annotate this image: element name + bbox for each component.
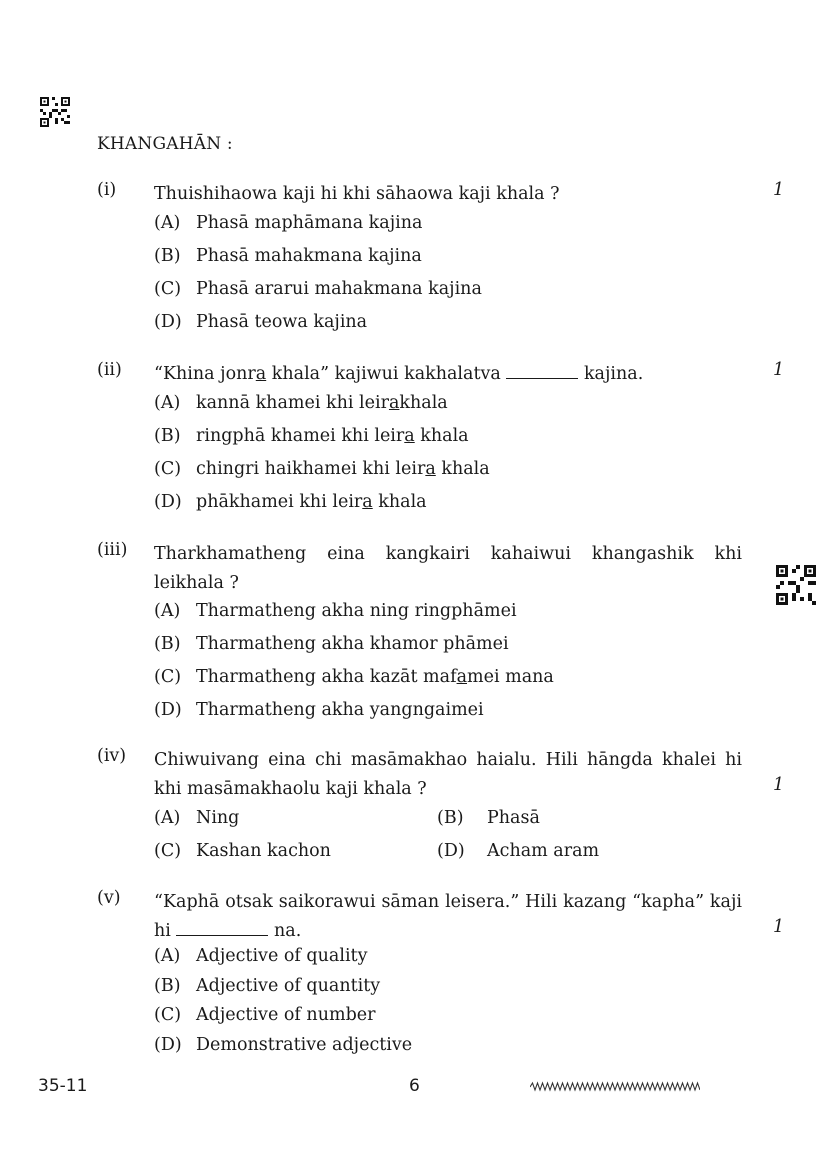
option-c: (C) Kashan kachon — [154, 841, 331, 861]
page-number: 6 — [409, 1076, 420, 1096]
option-d: (D) Tharmatheng akha yangngaimei — [154, 700, 484, 720]
question-text: Chiwuivang eina chi masāmakhao haialu. Hili hāngda khalei hi khi masāmakhaolu kaji khala ? — [154, 750, 742, 799]
option-c: (C) Tharmatheng akha kazāt mafamei mana — [154, 667, 554, 687]
answer-blank — [506, 365, 578, 379]
qr-code-icon — [776, 565, 816, 605]
option-d: (D) Acham aram — [437, 841, 600, 861]
question-number: (i) — [97, 180, 117, 200]
qr-code-icon — [40, 97, 70, 127]
question-text: “Khina jonra khala” kajiwui kakhalatva kajina. — [154, 364, 644, 384]
option-a: (A) Phasā maphāmana kajina — [154, 213, 423, 233]
marks: 1 — [773, 917, 785, 937]
question-text: Tharkhamatheng eina kangkairi kahaiwui khangashik khi leikhala ? — [154, 544, 742, 593]
option-c: (C) Phasā ararui mahakmana kajina — [154, 279, 482, 299]
marks: 1 — [773, 360, 785, 380]
option-c: (C) chingri haikhamei khi leira khala — [154, 459, 490, 479]
option-a: (A) Tharmatheng akha ning ringphāmei — [154, 601, 517, 621]
option-b: (B) Phasā mahakmana kajina — [154, 246, 422, 266]
question-number: (iii) — [97, 540, 128, 560]
wavy-line-decoration — [530, 1080, 700, 1094]
option-a: (A) Ning — [154, 808, 240, 828]
option-d: (D) Phasā teowa kajina — [154, 312, 368, 332]
marks: 1 — [773, 180, 785, 200]
question-text: “Kaphā otsak saikorawui sāman leisera.” Hili kazang “kapha” kaji hi na. — [154, 892, 742, 941]
option-b: (B) Tharmatheng akha khamor phāmei — [154, 634, 509, 654]
question-number: (ii) — [97, 360, 122, 380]
marks: 1 — [773, 775, 785, 795]
option-a: (A) Adjective of quality — [154, 946, 368, 966]
question-number: (v) — [97, 888, 121, 908]
option-b: (B) ringphā khamei khi leira khala — [154, 426, 469, 446]
question-text: Thuishihaowa kaji hi khi sāhaowa kaji khala ? — [154, 184, 560, 204]
answer-blank — [176, 922, 268, 936]
paper-code: 35-11 — [38, 1076, 88, 1096]
option-d: (D) Demonstrative adjective — [154, 1035, 413, 1055]
option-b: (B) Adjective of quantity — [154, 976, 381, 996]
option-d: (D) phākhamei khi leira khala — [154, 492, 427, 512]
option-c: (C) Adjective of number — [154, 1005, 376, 1025]
option-b: (B) Phasā — [437, 808, 540, 828]
option-a: (A) kannā khamei khi leirakhala — [154, 393, 448, 413]
section-heading: KHANGAHĀN : — [97, 134, 233, 154]
question-number: (iv) — [97, 746, 127, 766]
